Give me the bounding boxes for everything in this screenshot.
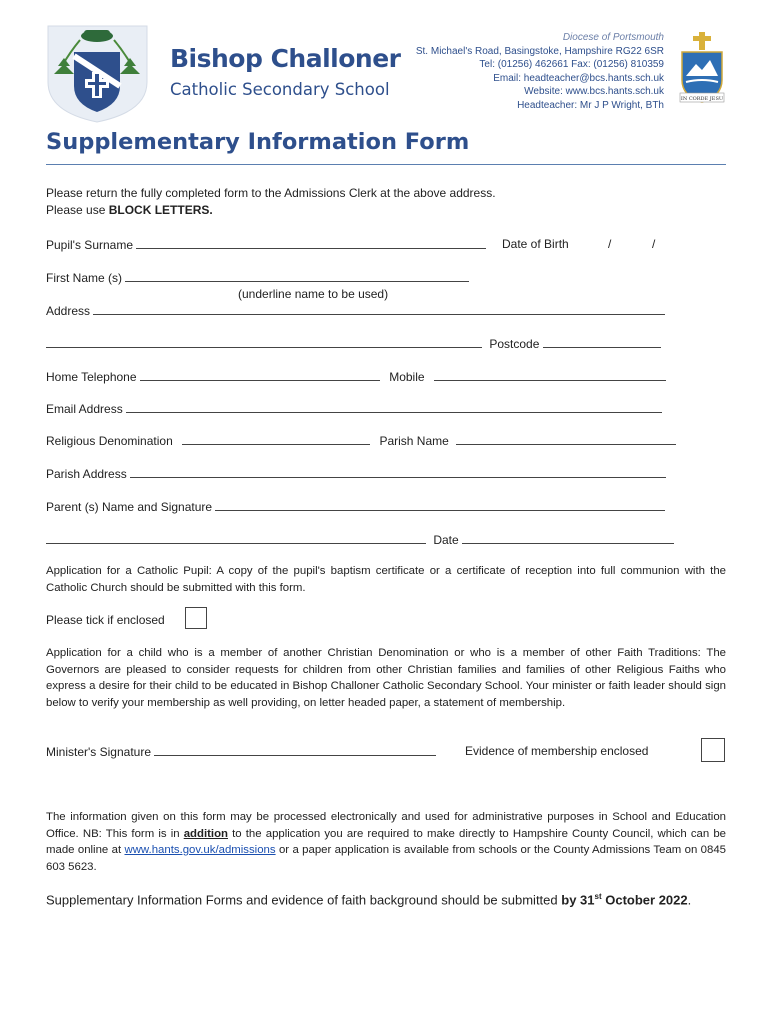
surname-field[interactable] bbox=[136, 237, 486, 249]
date-label: Date bbox=[433, 533, 459, 547]
mobile-label: Mobile bbox=[389, 370, 425, 384]
deadline-paragraph bbox=[46, 888, 726, 909]
info-text-3: or a paper application is available from schools or the County Admissions Team on 0845 603 5623. bbox=[46, 844, 726, 873]
school-logo bbox=[40, 22, 155, 124]
crest-motto: IN CORDE JESU bbox=[680, 96, 724, 102]
evidence-enclosed-label: Evidence of membership enclosed bbox=[465, 744, 649, 758]
email-field[interactable] bbox=[126, 401, 662, 413]
address-field-1[interactable] bbox=[93, 303, 665, 315]
title-divider bbox=[46, 164, 726, 165]
school-name: Bishop Challoner bbox=[170, 44, 401, 73]
religious-denomination-field[interactable] bbox=[182, 433, 370, 445]
other-faith-paragraph: Application for a child who is a member of another Christian Denomination or who is a member of other Faith Traditions: The Governors are pleased to consider requests for children from other Christian families and families of other Religious Faiths who express a desire for their child to be educated in Bishop Challoner Catholic Secondary School. Your minister or faith leader should sign below to verify your membership as well providing, on letter headed paper, a statement of membership. bbox=[46, 647, 726, 709]
form-title: Supplementary Information Form bbox=[46, 129, 470, 155]
intro-line-2-text: Please use bbox=[46, 203, 109, 217]
postcode-field[interactable] bbox=[543, 336, 661, 348]
postcode-label: Postcode bbox=[489, 337, 540, 351]
email-row bbox=[46, 401, 662, 416]
parent-row bbox=[46, 499, 665, 514]
deadline-date-1: by 31 bbox=[561, 892, 595, 908]
minister-signature-field[interactable] bbox=[154, 744, 436, 756]
underline-note: (underline name to be used) bbox=[238, 287, 389, 301]
info-text-2: to the application you are required to make directly to Hampshire County Council, which can be made online at bbox=[46, 827, 726, 857]
school-subtitle: Catholic Secondary School bbox=[170, 80, 390, 99]
info-text-1: The information given on this form may be processed electronically and used for administrative purposes in School and Education Office. NB: This form is in bbox=[46, 811, 726, 840]
deadline-end: . bbox=[687, 892, 692, 908]
parish-address-field[interactable] bbox=[130, 466, 666, 478]
parish-address-label: Parish Address bbox=[46, 467, 127, 481]
evidence-enclosed-checkbox[interactable] bbox=[701, 738, 725, 762]
block-letters-text: BLOCK LETTERS. bbox=[108, 203, 213, 217]
surname-row bbox=[46, 237, 486, 252]
minister-row bbox=[46, 744, 436, 759]
contact-block bbox=[416, 31, 664, 113]
diocese-crest bbox=[676, 30, 728, 112]
diocese-text: Diocese of Portsmouth bbox=[562, 32, 664, 43]
first-name-row bbox=[46, 270, 469, 285]
religion-row bbox=[46, 433, 676, 448]
intro-line-1: Please return the fully completed form to the Admissions Clerk at the above address. bbox=[46, 186, 496, 200]
mobile-field[interactable] bbox=[434, 369, 666, 381]
surname-label: Pupil's Surname bbox=[46, 238, 133, 252]
baptism-certificate-checkbox[interactable] bbox=[185, 607, 207, 629]
home-telephone-label: Home Telephone bbox=[46, 370, 137, 384]
email-text: Email: headteacher@bcs.hants.sch.uk bbox=[493, 72, 664, 84]
tick-enclosed-label: Please tick if enclosed bbox=[46, 613, 165, 627]
information-paragraph bbox=[46, 809, 726, 875]
parent-row-2 bbox=[46, 532, 674, 547]
parish-name-label: Parish Name bbox=[379, 434, 449, 448]
info-addition-text: addition bbox=[183, 827, 228, 840]
parent-signature-label: Parent (s) Name and Signature bbox=[46, 500, 213, 514]
email-label: Email Address bbox=[46, 402, 123, 416]
date-field[interactable] bbox=[462, 532, 674, 544]
parish-address-row bbox=[46, 466, 666, 481]
website-text: Website: www.bcs.hants.sch.uk bbox=[524, 86, 664, 98]
dob-field[interactable] bbox=[578, 235, 678, 251]
telephone-row bbox=[46, 369, 666, 384]
religious-denomination-label: Religious Denomination bbox=[46, 434, 173, 448]
admissions-link[interactable]: www.hants.gov.uk/admissions bbox=[124, 844, 276, 857]
catholic-pupil-paragraph: Application for a Catholic Pupil: A copy of the pupil's baptism certificate or a certificate of reception into full communion with the Catholic Church should be submitted with this form. bbox=[46, 565, 726, 594]
intro-line-2 bbox=[46, 203, 213, 217]
minister-signature-label: Minister's Signature bbox=[46, 745, 151, 759]
parent-signature-field[interactable] bbox=[215, 499, 665, 511]
first-name-label: First Name (s) bbox=[46, 271, 122, 285]
address-row-2 bbox=[46, 336, 661, 351]
parish-name-field[interactable] bbox=[456, 433, 676, 445]
phone-text: Tel: (01256) 462661 Fax: (01256) 810359 bbox=[479, 59, 664, 71]
address-field-2[interactable] bbox=[46, 336, 482, 348]
deadline-sup: st bbox=[594, 892, 602, 901]
deadline-text: Supplementary Information Forms and evidence of faith background should be submitted bbox=[46, 892, 562, 908]
first-name-field[interactable] bbox=[125, 270, 469, 282]
address-text: St. Michael's Road, Basingstoke, Hampshire RG22 6SR bbox=[415, 45, 664, 57]
dob-label: Date of Birth bbox=[502, 237, 569, 251]
home-telephone-field[interactable] bbox=[140, 369, 380, 381]
parent-name-field-2[interactable] bbox=[46, 532, 426, 544]
address-label: Address bbox=[46, 304, 91, 318]
dob-separator-1: / bbox=[608, 237, 612, 251]
address-row bbox=[46, 303, 665, 318]
headteacher-text: Headteacher: Mr J P Wright, BTh bbox=[517, 99, 664, 111]
dob-separator-2: / bbox=[652, 237, 656, 251]
deadline-date-2: October 2022 bbox=[601, 892, 688, 908]
